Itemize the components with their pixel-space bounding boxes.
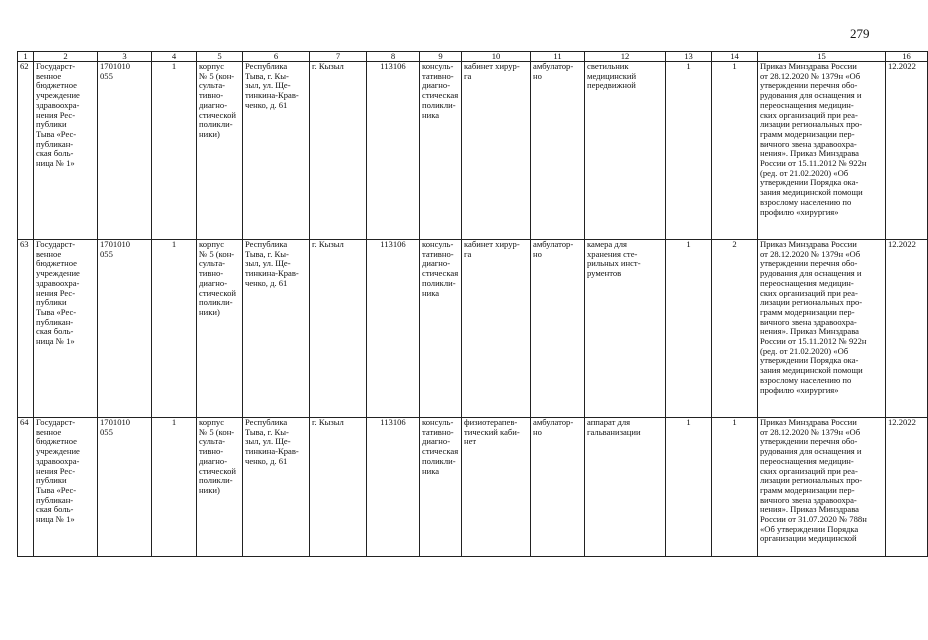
- column-number: 5: [197, 52, 243, 62]
- page-number: 279: [850, 26, 870, 41]
- quantity-cell: 1: [666, 240, 712, 418]
- city-cell: г. Кызыл: [310, 418, 367, 557]
- address-cell: Республика Тыва, г. Кы- зыл, ул. Ще- тинкина-Крав- ченко, д. 61: [243, 62, 310, 240]
- column-number: 13: [666, 52, 712, 62]
- city-cell: г. Кызыл: [310, 240, 367, 418]
- column-number: 7: [310, 52, 367, 62]
- column-number: 6: [243, 52, 310, 62]
- unit-cell: консуль- тативно- диагно- стическая поликли- ника: [420, 62, 462, 240]
- care-type-cell: амбулатор- но: [531, 418, 585, 557]
- date-cell: 12.2022: [886, 240, 928, 418]
- regulation-cell: Приказ Минздрава России от 28.12.2020 № 1379н «Об утверждении перечня обо- рудования для оснащения и переоснащения медицин- ских организаций при реа- лизации региональных про- грамм модернизации пер- вичного звена здравоохра- нения». Приказ Минздрава России от 15.11.2012 № 922н (ред. от 21.02.2020) «Об утверждении Порядка ока- зания медицинской помощи взрослому населению по профилю «хирургия»: [758, 240, 886, 418]
- organization-cell: Государст- венное бюджетное учреждение здравоохра- нения Рес- публики Тыва «Рес- публикан- ская боль- ница № 1»: [34, 418, 98, 557]
- column-number: 10: [462, 52, 531, 62]
- column-number: 12: [585, 52, 666, 62]
- column-number: 11: [531, 52, 585, 62]
- equipment-cell: светильник медицинский передвижной: [585, 62, 666, 240]
- row-number-cell: 63: [18, 240, 34, 418]
- table-row: [18, 240, 928, 418]
- care-type-cell: амбулатор- но: [531, 62, 585, 240]
- column-number: 1: [18, 52, 34, 62]
- column-number: 3: [98, 52, 152, 62]
- quantity-cell: 2: [712, 240, 758, 418]
- organization-cell: Государст- венное бюджетное учреждение здравоохра- нения Рес- публики Тыва «Рес- публикан- ская боль- ница № 1»: [34, 240, 98, 418]
- column-number: 16: [886, 52, 928, 62]
- quantity-cell: 1: [666, 62, 712, 240]
- quantity-cell: 1: [666, 418, 712, 557]
- room-cell: физиотерапев- тический каби- нет: [462, 418, 531, 557]
- row-number-cell: 62: [18, 62, 34, 240]
- room-cell: кабинет хирур- га: [462, 240, 531, 418]
- address-cell: Республика Тыва, г. Кы- зыл, ул. Ще- тинкина-Крав- ченко, д. 61: [243, 418, 310, 557]
- building-cell: корпус № 5 (кон- сульта- тивно- диагно- стической поликли- ники): [197, 240, 243, 418]
- date-cell: 12.2022: [886, 418, 928, 557]
- column-number: 8: [367, 52, 420, 62]
- count-cell: 1: [152, 240, 197, 418]
- regulation-cell: Приказ Минздрава России от 28.12.2020 № 1379н «Об утверждении перечня обо- рудования для оснащения и переоснащения медицин- ских организаций при реа- лизации региональных про- грамм модернизации пер- вичного звена здравоохра- нения». Приказ Минздрава России от 15.11.2012 № 922н (ред. от 21.02.2020) «Об утверждении Порядка ока- зания медицинской помощи взрослому населению по профилю «хирургия»: [758, 62, 886, 240]
- address-cell: Республика Тыва, г. Кы- зыл, ул. Ще- тинкина-Крав- ченко, д. 61: [243, 240, 310, 418]
- building-cell: корпус № 5 (кон- сульта- тивно- диагно- стической поликли- ники): [197, 418, 243, 557]
- city-cell: г. Кызыл: [310, 62, 367, 240]
- equipment-cell: аппарат для гальванизации: [585, 418, 666, 557]
- count-cell: 1: [152, 62, 197, 240]
- care-type-cell: амбулатор- но: [531, 240, 585, 418]
- oktmo-cell: 113106: [367, 418, 420, 557]
- code-cell: 1701010 055: [98, 240, 152, 418]
- column-number: 2: [34, 52, 98, 62]
- quantity-cell: 1: [712, 62, 758, 240]
- column-number: 4: [152, 52, 197, 62]
- oktmo-cell: 113106: [367, 62, 420, 240]
- unit-cell: консуль- тативно- диагно- стическая поликли- ника: [420, 418, 462, 557]
- code-cell: 1701010 055: [98, 62, 152, 240]
- quantity-cell: 1: [712, 418, 758, 557]
- unit-cell: консуль- тативно- диагно- стическая поликли- ника: [420, 240, 462, 418]
- table-row: [18, 62, 928, 240]
- row-number-cell: 64: [18, 418, 34, 557]
- column-number: 9: [420, 52, 462, 62]
- code-cell: 1701010 055: [98, 418, 152, 557]
- date-cell: 12.2022: [886, 62, 928, 240]
- equipment-cell: камера для хранения сте- рильных инст- рументов: [585, 240, 666, 418]
- table-row: [18, 418, 928, 557]
- equipment-table: [17, 51, 928, 557]
- building-cell: корпус № 5 (кон- сульта- тивно- диагно- стической поликли- ники): [197, 62, 243, 240]
- regulation-cell: Приказ Минздрава России от 28.12.2020 № 1379н «Об утверждении перечня обо- рудования для оснащения и переоснащения медицин- ских организаций при реа- лизации региональных про- грамм модернизации пер- вичного звена здравоохра- нения». Приказ Минздрава России от 31.07.2020 № 788н «Об утверждении Порядка организации медицинской: [758, 418, 886, 557]
- organization-cell: Государст- венное бюджетное учреждение здравоохра- нения Рес- публики Тыва «Рес- публикан- ская боль- ница № 1»: [34, 62, 98, 240]
- oktmo-cell: 113106: [367, 240, 420, 418]
- column-number: 15: [758, 52, 886, 62]
- count-cell: 1: [152, 418, 197, 557]
- room-cell: кабинет хирур- га: [462, 62, 531, 240]
- column-number: 14: [712, 52, 758, 62]
- column-number-row: [18, 52, 928, 62]
